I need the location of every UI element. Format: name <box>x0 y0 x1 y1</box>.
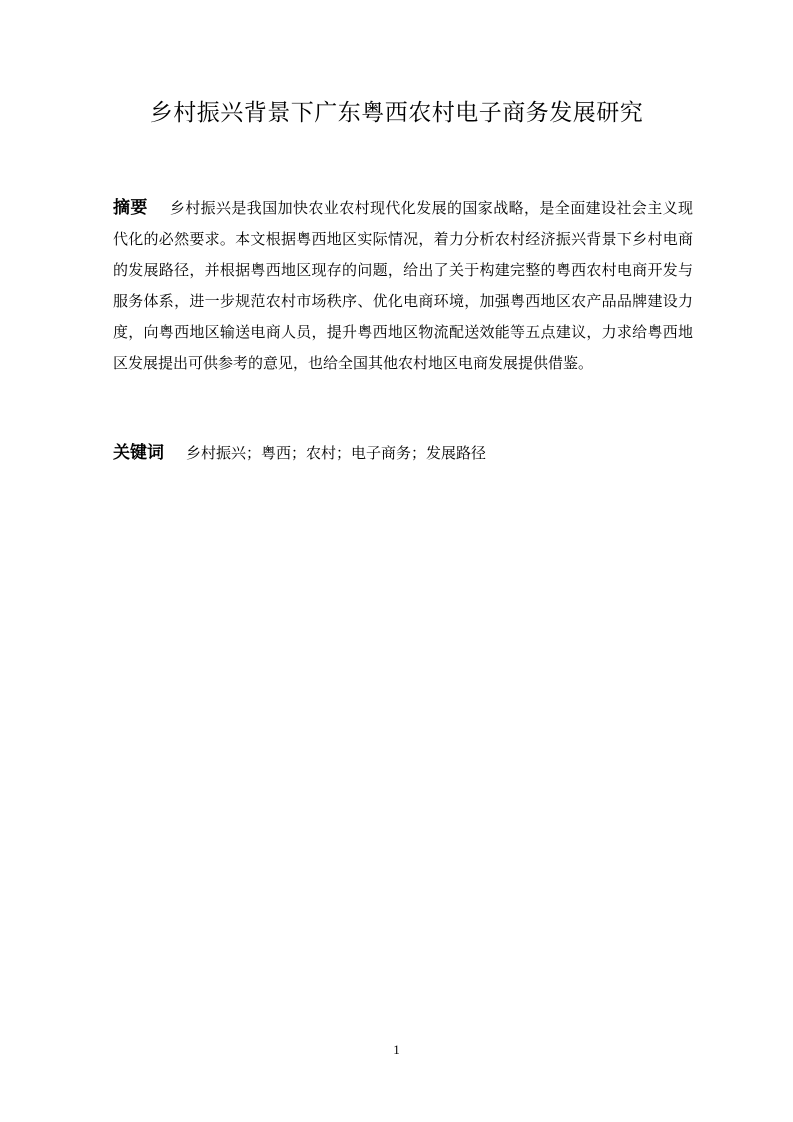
document-title: 乡村振兴背景下广东粤西农村电子商务发展研究 <box>149 100 644 126</box>
abstract-section <box>113 193 693 379</box>
keywords-section <box>113 438 693 469</box>
keywords-text: 乡村振兴；粤西；农村；电子商务；发展路径 <box>186 444 487 462</box>
page-number: 1 <box>393 1042 400 1057</box>
keywords-label: 关键词 <box>113 443 164 463</box>
abstract-label: 摘要 <box>113 198 148 218</box>
abstract-text: 乡村振兴是我国加快农业农村现代化发展的国家战略，是全面建设社会主义现代化的必然要求。本文根据粤西地区实际情况，着力分析农村经济振兴背景下乡村电商的发展路径，并根据粤西地区现存的问题，给出了关于构建完整的粤西农村电商开发与服务体系，进一步规范农村市场秩序、优化电商环境，加强粤西地区农产品品牌建设力度，向粤西地区输送电商人员，提升粤西地区物流配送效能等五点建议，力求给粤西地区发展提出可供参考的意见，也给全国其他农村地区电商发展提供借鉴。 <box>113 199 694 372</box>
